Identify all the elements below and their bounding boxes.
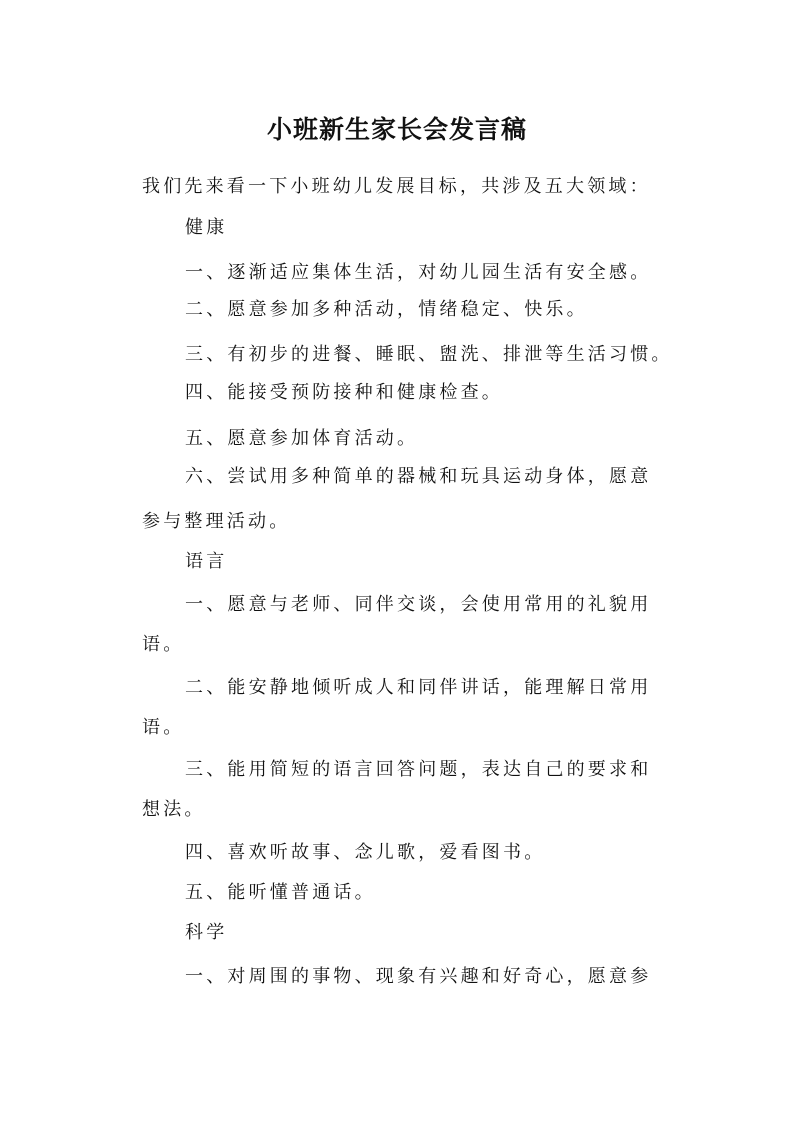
language-item-5: 五、能听懂普通话。 [185, 882, 376, 903]
language-item-4: 四、喜欢听故事、念儿歌，爱看图书。 [185, 842, 546, 863]
language-item-3-line-2: 想法。 [142, 799, 206, 820]
health-item-3: 三、有初步的进餐、睡眠、盥洗、排泄等生活习惯。 [185, 344, 673, 365]
document-title: 小班新生家长会发言稿 [266, 115, 527, 144]
health-item-2: 二、愿意参加多种活动，情绪稳定、快乐。 [185, 299, 588, 320]
language-item-2-line-1: 二、能安静地倾听成人和同伴讲话，能理解日常用 [185, 677, 652, 698]
language-item-1-line-1: 一、愿意与老师、同伴交谈，会使用常用的礼貌用 [185, 594, 652, 615]
section-heading-science: 科学 [185, 922, 228, 943]
health-item-4: 四、能接受预防接种和健康检查。 [185, 382, 503, 403]
language-item-1-line-2: 语。 [142, 634, 185, 655]
science-item-1-line-1: 一、对周围的事物、现象有兴趣和好奇心，愿意参 [185, 966, 652, 987]
health-item-5: 五、愿意参加体育活动。 [185, 428, 419, 449]
health-item-1: 一、逐渐适应集体生活，对幼儿园生活有安全感。 [185, 262, 652, 283]
health-item-6-line-1: 六、尝试用多种简单的器械和玩具运动身体，愿意 [185, 466, 652, 487]
section-heading-language: 语言 [185, 551, 228, 572]
language-item-2-line-2: 语。 [142, 717, 185, 738]
health-item-6-line-2: 参与整理活动。 [142, 511, 291, 532]
language-item-3-line-1: 三、能用简短的语言回答问题，表达自己的要求和 [185, 759, 652, 780]
intro-text: 我们先来看一下小班幼儿发展目标，共涉及五大领域： [142, 176, 651, 197]
section-heading-health: 健康 [185, 217, 228, 238]
